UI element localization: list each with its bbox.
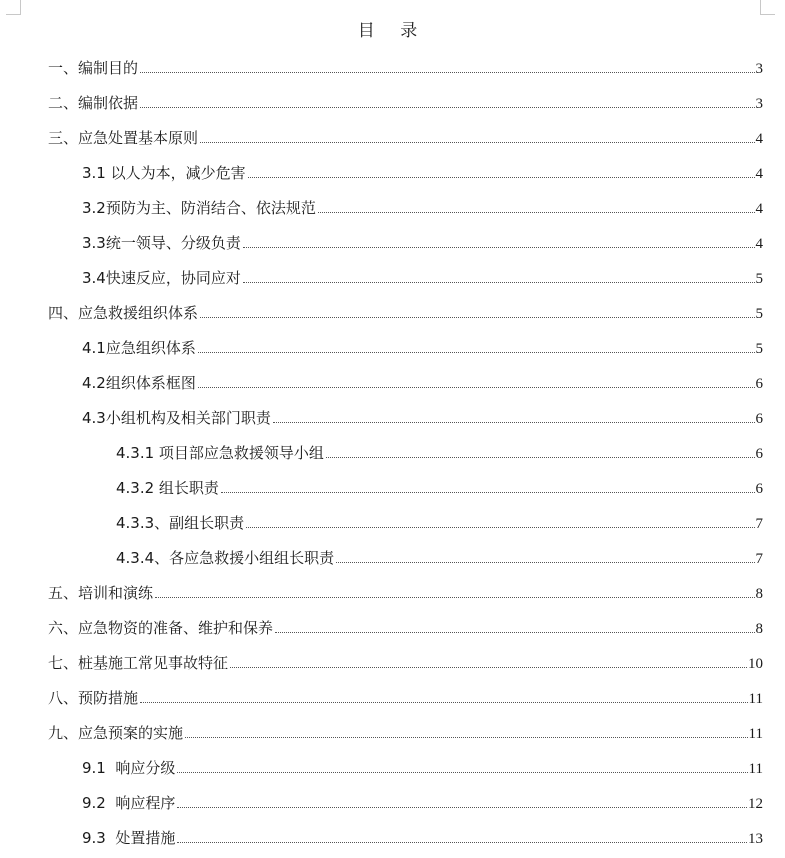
- toc-entry-label: 4.3.3、副组长职责: [116, 514, 245, 532]
- toc-entry-page-number: 6: [755, 411, 763, 427]
- toc-entry[interactable]: [0, 437, 763, 463]
- toc-dot-leader: [140, 72, 754, 73]
- toc-entry[interactable]: [0, 367, 763, 393]
- toc-entry[interactable]: [0, 297, 763, 323]
- toc-entry-label: 4.1应急组织体系: [82, 339, 196, 357]
- toc-entry-page-number: 5: [755, 341, 763, 357]
- toc-entry-page-number: 13: [748, 831, 763, 847]
- toc-entry-label: 9.3 处置措施: [82, 829, 176, 847]
- toc-dot-leader: [243, 247, 755, 248]
- toc-entry[interactable]: [0, 612, 763, 638]
- toc-entry-label: 4.3.4、各应急救援小组组长职责: [116, 549, 335, 567]
- toc-entry[interactable]: [0, 507, 763, 533]
- toc-entry-label: 3.3统一领导、分级负责: [82, 234, 241, 252]
- toc-entry-page-number: 4: [755, 131, 763, 147]
- toc-entry[interactable]: [0, 682, 763, 708]
- toc-entry-page-number: 7: [755, 551, 763, 567]
- toc-entry-label: 3.1 以人为本，减少危害: [82, 164, 246, 182]
- toc-dot-leader: [318, 212, 755, 213]
- toc-entry-page-number: 4: [755, 236, 763, 252]
- toc-entry-page-number: 8: [755, 621, 763, 637]
- toc-entry-page-number: 5: [755, 306, 763, 322]
- page-corner-mark-right: [760, 0, 775, 15]
- toc-entry-page-number: 11: [748, 726, 763, 742]
- toc-entry-label: 五、培训和演练: [48, 584, 154, 602]
- toc-entry-page-number: 11: [748, 761, 763, 777]
- toc-dot-leader: [198, 387, 755, 388]
- toc-dot-leader: [275, 632, 754, 633]
- toc-entry[interactable]: [0, 332, 763, 358]
- toc-entry[interactable]: [0, 787, 763, 813]
- toc-entry-page-number: 3: [755, 96, 763, 112]
- toc-entry-page-number: 8: [755, 586, 763, 602]
- toc-entry[interactable]: [0, 472, 763, 498]
- toc-dot-leader: [230, 667, 747, 668]
- toc-entry-page-number: 5: [755, 271, 763, 287]
- toc-entry-page-number: 3: [755, 61, 763, 77]
- toc-entry[interactable]: [0, 262, 763, 288]
- toc-dot-leader: [198, 352, 755, 353]
- toc-dot-leader: [155, 597, 754, 598]
- toc-entry-page-number: 6: [755, 446, 763, 462]
- toc-entry[interactable]: [0, 647, 763, 673]
- toc-entry-label: 七、桩基施工常见事故特征: [48, 654, 229, 672]
- toc-entry[interactable]: [0, 577, 763, 603]
- toc-dot-leader: [248, 177, 755, 178]
- toc-entry-label: 四、应急救援组织体系: [48, 304, 199, 322]
- toc-entry-label: 八、预防措施: [48, 689, 139, 707]
- toc-entry-label: 二、编制依据: [48, 94, 139, 112]
- toc-entry-label: 九、应急预案的实施: [48, 724, 184, 742]
- toc-entry[interactable]: [0, 192, 763, 218]
- toc-dot-leader: [243, 282, 755, 283]
- toc-dot-leader: [140, 702, 748, 703]
- toc-entry-page-number: 6: [755, 376, 763, 392]
- toc-entry[interactable]: [0, 542, 763, 568]
- toc-entry[interactable]: [0, 52, 763, 78]
- toc-entry[interactable]: [0, 822, 763, 848]
- toc-entry-label: 9.1 响应分级: [82, 759, 176, 777]
- toc-entry[interactable]: [0, 717, 763, 743]
- toc-entry[interactable]: [0, 122, 763, 148]
- toc-entry-label: 一、编制目的: [48, 59, 139, 77]
- toc-entry-page-number: 4: [755, 166, 763, 182]
- toc-title: 目 录: [357, 21, 428, 41]
- page-corner-mark-left: [6, 0, 21, 15]
- toc-dot-leader: [246, 527, 754, 528]
- toc-dot-leader: [185, 737, 748, 738]
- toc-entry[interactable]: [0, 87, 763, 113]
- toc-entry-label: 六、应急物资的准备、维护和保养: [48, 619, 274, 637]
- toc-entry-label: 3.2预防为主、防消结合、依法规范: [82, 199, 316, 217]
- toc-dot-leader: [326, 457, 755, 458]
- toc-dot-leader: [200, 142, 754, 143]
- toc-entry-label: 三、应急处置基本原则: [48, 129, 199, 147]
- toc-entry-label: 9.2 响应程序: [82, 794, 176, 812]
- toc-entry-label: 4.3.2 组长职责: [116, 479, 219, 497]
- toc-entry[interactable]: [0, 157, 763, 183]
- toc-dot-leader: [177, 772, 747, 773]
- toc-entry-page-number: 7: [755, 516, 763, 532]
- toc-entry-page-number: 10: [748, 656, 763, 672]
- toc-dot-leader: [273, 422, 755, 423]
- toc-entry-page-number: 11: [748, 691, 763, 707]
- toc-dot-leader: [200, 317, 754, 318]
- toc-entry-label: 4.3小组机构及相关部门职责: [82, 409, 271, 427]
- toc-dot-leader: [177, 807, 747, 808]
- toc-entry-label: 4.3.1 项目部应急救援领导小组: [116, 444, 324, 462]
- toc-dot-leader: [140, 107, 754, 108]
- toc-entry-page-number: 6: [755, 481, 763, 497]
- toc-entry-page-number: 12: [748, 796, 763, 812]
- toc-dot-leader: [336, 562, 754, 563]
- toc-entry-label: 4.2组织体系框图: [82, 374, 196, 392]
- toc-entry-page-number: 4: [755, 201, 763, 217]
- toc-entry[interactable]: [0, 227, 763, 253]
- toc-entry[interactable]: [0, 402, 763, 428]
- toc-dot-leader: [221, 492, 755, 493]
- toc-entry-label: 3.4快速反应，协同应对: [82, 269, 241, 287]
- toc-entry[interactable]: [0, 752, 763, 778]
- toc-dot-leader: [177, 842, 747, 843]
